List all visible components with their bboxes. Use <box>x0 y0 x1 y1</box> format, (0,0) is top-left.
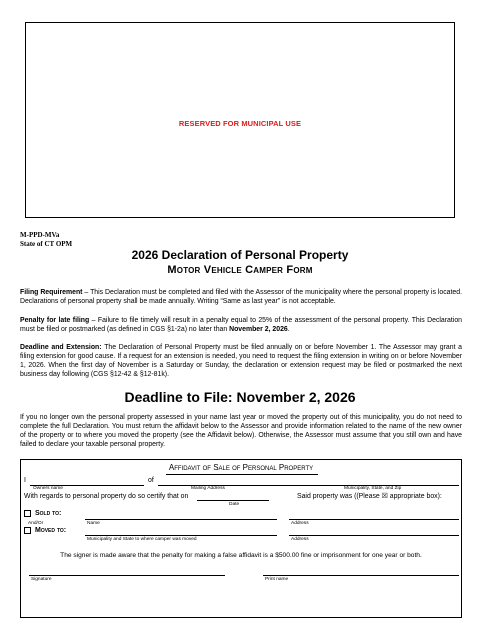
reserved-label: RESERVED FOR MUNICIPAL USE <box>178 119 302 128</box>
mailing-address-caption: Mailing Address <box>191 486 225 491</box>
filing-requirement-heading: Filing Requirement <box>20 289 83 296</box>
late-filing-paragraph <box>20 316 462 334</box>
reserved-municipal-box <box>25 22 455 218</box>
affidavit-title: Affidavit of Sale of Personal Property <box>168 463 314 472</box>
of-label: of <box>148 477 154 484</box>
late-filing-end: . <box>287 326 290 333</box>
affidavit-box <box>20 459 462 618</box>
penalty-notice: The signer is made aware that the penalty for making a false affidavit is a $500.00 fine or imprisonment for one year or both. <box>60 552 422 559</box>
municipality-state-zip-caption: Municipality, State, and Zip <box>344 486 402 491</box>
address-caption: Address <box>291 521 309 526</box>
name-caption: Name <box>87 521 100 526</box>
deadline-heading: Deadline to File: November 2, 2026 <box>124 389 356 405</box>
page-title: 2026 Declaration of Personal Property <box>131 248 349 262</box>
late-filing-date: November 2, 2026 <box>229 326 288 333</box>
form-code: M-PPD-MVa <box>20 231 60 239</box>
extension-text: The Declaration of Personal Property must be filed annually on or before November 1. The Assessor may grant a filing extension for good cause. If a request for an extension is needed, you need to request the filing extension in writing on or before November 1, 2026. When the first day of November is a Saturday or Sunday, the declaration or extension request may be filed or postmarked the next business day following (CGS §12-42 & §12-81k). <box>20 344 462 378</box>
no-longer-own-paragraph: If you no longer own the personal property assessed in your name last year or moved the property out of this municipality, you do not need to complete the full Declaration. You must return the affidavit below to the Assessor and provide information related to the name of the new owner of the property or to where you moved the property (see the Affidavit below). Otherwise, the Assessor must assume that you still own and have failed to declare your taxable personal property. <box>20 414 462 448</box>
late-filing-text: – Failure to file timely will result in a penalty equal to 25% of the assessment of the personal property. This Declaration must be filed or postmarked (as defined in CGS §1-2a) no later than <box>20 317 462 333</box>
sold-to-checkbox[interactable] <box>24 510 31 517</box>
print-name-field[interactable] <box>263 575 459 576</box>
owners-name-caption: Owners name <box>33 486 63 491</box>
sold-to-name-field[interactable] <box>85 519 277 520</box>
filing-requirement-paragraph <box>20 288 462 306</box>
page-subtitle: Motor Vehicle Camper Form <box>167 264 313 276</box>
extension-paragraph <box>20 343 462 379</box>
i-label: I <box>24 477 26 484</box>
said-property-text: Said property was ((Please ☒ appropriate box): <box>297 493 442 500</box>
form-agency: State of CT OPM <box>20 240 73 248</box>
moved-to-label: Moved to: <box>35 527 67 534</box>
municipality-moved-caption: Municipality and State to where camper was moved <box>87 537 197 542</box>
print-name-caption: Print name <box>265 577 289 582</box>
address-caption-2: Address <box>291 537 309 542</box>
affidavit-title-underline <box>166 474 318 475</box>
and-or-label: And/Or <box>28 521 44 526</box>
moved-to-municipality-field[interactable] <box>85 535 277 536</box>
moved-to-checkbox[interactable] <box>24 527 31 534</box>
date-caption: Date <box>229 502 240 507</box>
date-field[interactable] <box>197 500 269 501</box>
signature-field[interactable] <box>29 575 225 576</box>
sold-to-label: Sold to: <box>35 510 62 517</box>
filing-requirement-text: – This Declaration must be completed and filed with the Assessor of the municipality where the personal property is located. Declarations of personal property shall be made annually. Writing “Same as last year” is not acceptable. <box>20 289 463 305</box>
certify-text: With regards to personal property do so certify that on <box>24 493 189 500</box>
signature-caption: Signature <box>31 577 52 582</box>
extension-heading: Deadline and Extension: <box>20 344 105 351</box>
moved-to-address-field[interactable] <box>289 535 459 536</box>
sold-to-address-field[interactable] <box>289 519 459 520</box>
form-id-block <box>20 231 72 249</box>
late-filing-heading: Penalty for late filing <box>20 317 90 324</box>
